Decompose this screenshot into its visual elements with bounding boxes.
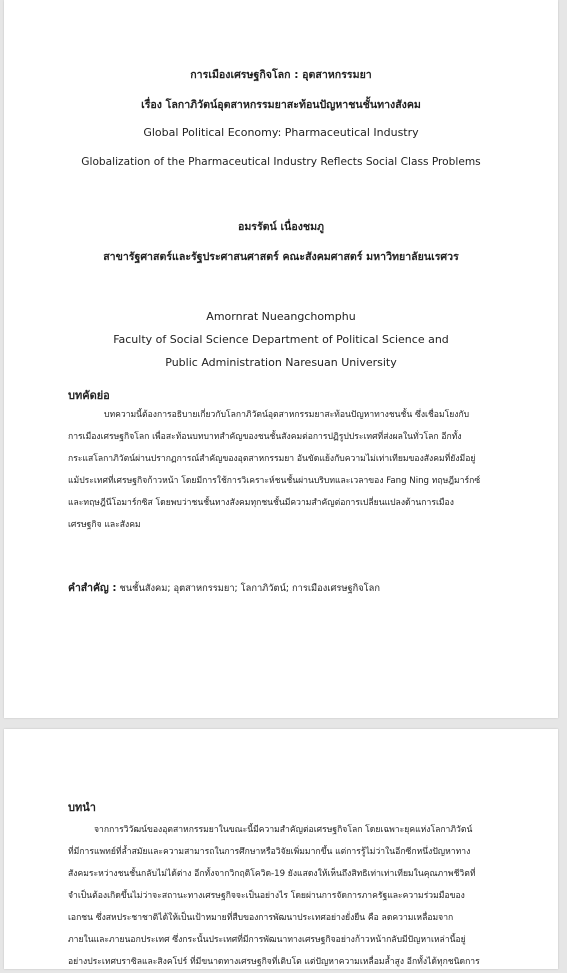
introduction-heading: บทนำ xyxy=(68,801,96,814)
title-english-line-1: Global Political Economy: Pharmaceutical Industry xyxy=(143,126,419,139)
affiliation-english-line-2: Public Administration Naresuan University xyxy=(165,356,397,369)
intro-line: ที่มีการแพทย์ที่ล้ำสมัยและความสามารถในการศึกษาหรือวิจัยเพิ่มมากขึ้น แต่การรู้ไม่ว่าในอีกซีกหนึ่งปัญหาทาง xyxy=(68,847,471,857)
keywords-line xyxy=(68,579,380,596)
abstract-line: แม้ประเทศที่เศรษฐกิจก้าวหน้า โดยมีการใช้การวิเคราะห์ชนชั้นผ่านบริบทและเวลาของ Fang Ning ทฤษฎีมาร์กซ์ xyxy=(68,476,481,486)
document-page-2 xyxy=(4,729,558,969)
intro-line: จากการวิวัฒน์ของอุตสาหกรรมยาในขณะนี้มีความสำคัญต่อเศรษฐกิจโลก โดยเฉพาะยุคแห่งโลกาภิวัตน์ xyxy=(94,825,473,835)
intro-line: เอกชน ซึ่งสหประชาชาติได้ให้เป็นเป้าหมายที่สืบของการพัฒนาประเทศอย่างยั่งยืน คือ ลดความเหลื่อมจาก xyxy=(68,913,454,923)
title-thai-line-1: การเมืองเศรษฐกิจโลก : อุตสาหกรรมยา xyxy=(190,69,372,81)
intro-line: ภายในและภายนอกประเทศ ซึ่งกระนั้นประเทศที่มีการพัฒนาทางเศรษฐกิจอย่างก้าวหน้ากลับมีปัญหาเหล่านี้อยู่ xyxy=(68,935,466,945)
introduction-paragraph xyxy=(68,819,500,973)
affiliation-thai: สาขารัฐศาสตร์และรัฐประศาสนศาสตร์ คณะสังคมศาสตร์ มหาวิทยาลัยนเรศวร xyxy=(103,251,459,263)
document-page-1 xyxy=(4,0,558,718)
abstract-line: เศรษฐกิจ และสังคม xyxy=(68,520,141,530)
abstract-line: บทความนี้ต้องการอธิบายเกี่ยวกับโลกาภิวัตน์อุตสาหกรรมยาสะท้อนปัญหาทางชนชั้น ซึ่งเชื่อมโยงกับ xyxy=(104,410,470,420)
abstract-line: การเมืองเศรษฐกิจโลก เพื่อสะท้อนบทบาทสำคัญของชนชั้นสังคมต่อการปฏิรูปประเทศที่ส่งผลในทั่วโลก อีกทั้ง xyxy=(68,432,462,442)
abstract-heading: บทคัดย่อ xyxy=(68,389,110,402)
keywords-text: ชนชั้นสังคม; อุตสาหกรรมยา; โลกาภิวัตน์; การเมืองเศรษฐกิจโลก xyxy=(119,583,381,594)
affiliation-english-line-1: Faculty of Social Science Department of Political Science and xyxy=(113,333,449,346)
intro-line: อย่างประเทศบราซิลและสิงคโปร์ ที่มีขนาดทางเศรษฐกิจที่เติบโต แต่ปัญหาความเหลื่อมล้ำสูง อีกทั้งได้ทุกชนิดการ xyxy=(68,957,480,967)
abstract-line: กระแสโลกาภิวัตน์ผ่านปรากฏการณ์สำคัญของอุตสาหกรรมยา อันขัดแย้งกับความไม่เท่าเทียมของสังคมที่ยังมีอยู่ xyxy=(68,454,476,464)
keywords-label: คำสำคัญ : xyxy=(68,582,117,594)
author-name-thai: อมรรัตน์ เนื่องชมภู xyxy=(237,221,325,233)
intro-line: สังคมระหว่างชนชั้นกลับไม่ได้ต่าง อีกทั้งจากวิกฤติโควิด-19 ยังแสดงให้เห็นถึงสิทธิเท่าเท่าเทียมในคุณภาพชีวิตที่ xyxy=(68,869,476,879)
abstract-line: และทฤษฎีนีโอมาร์กซิส โดยพบว่าชนชั้นทางสังคมทุกชนชั้นมีความสำคัญต่อการเปลี่ยนแปลงด้านการเมือง xyxy=(68,498,454,508)
title-english-line-2: Globalization of the Pharmaceutical Industry Reflects Social Class Problems xyxy=(81,156,481,168)
intro-line: จำเป็นต้องเกิดขึ้นไม่ว่าจะสถานะทางเศรษฐกิจจะเป็นอย่างไร โดยผ่านการจัดการภาครัฐและความร่วมมือของ xyxy=(68,891,465,901)
author-name-english: Amornrat Nueangchomphu xyxy=(206,310,356,323)
abstract-paragraph xyxy=(68,404,500,536)
title-thai-line-2: เรื่อง โลกาภิวัตน์อุตสาหกรรมยาสะท้อนปัญหาชนชั้นทางสังคม xyxy=(141,99,421,111)
